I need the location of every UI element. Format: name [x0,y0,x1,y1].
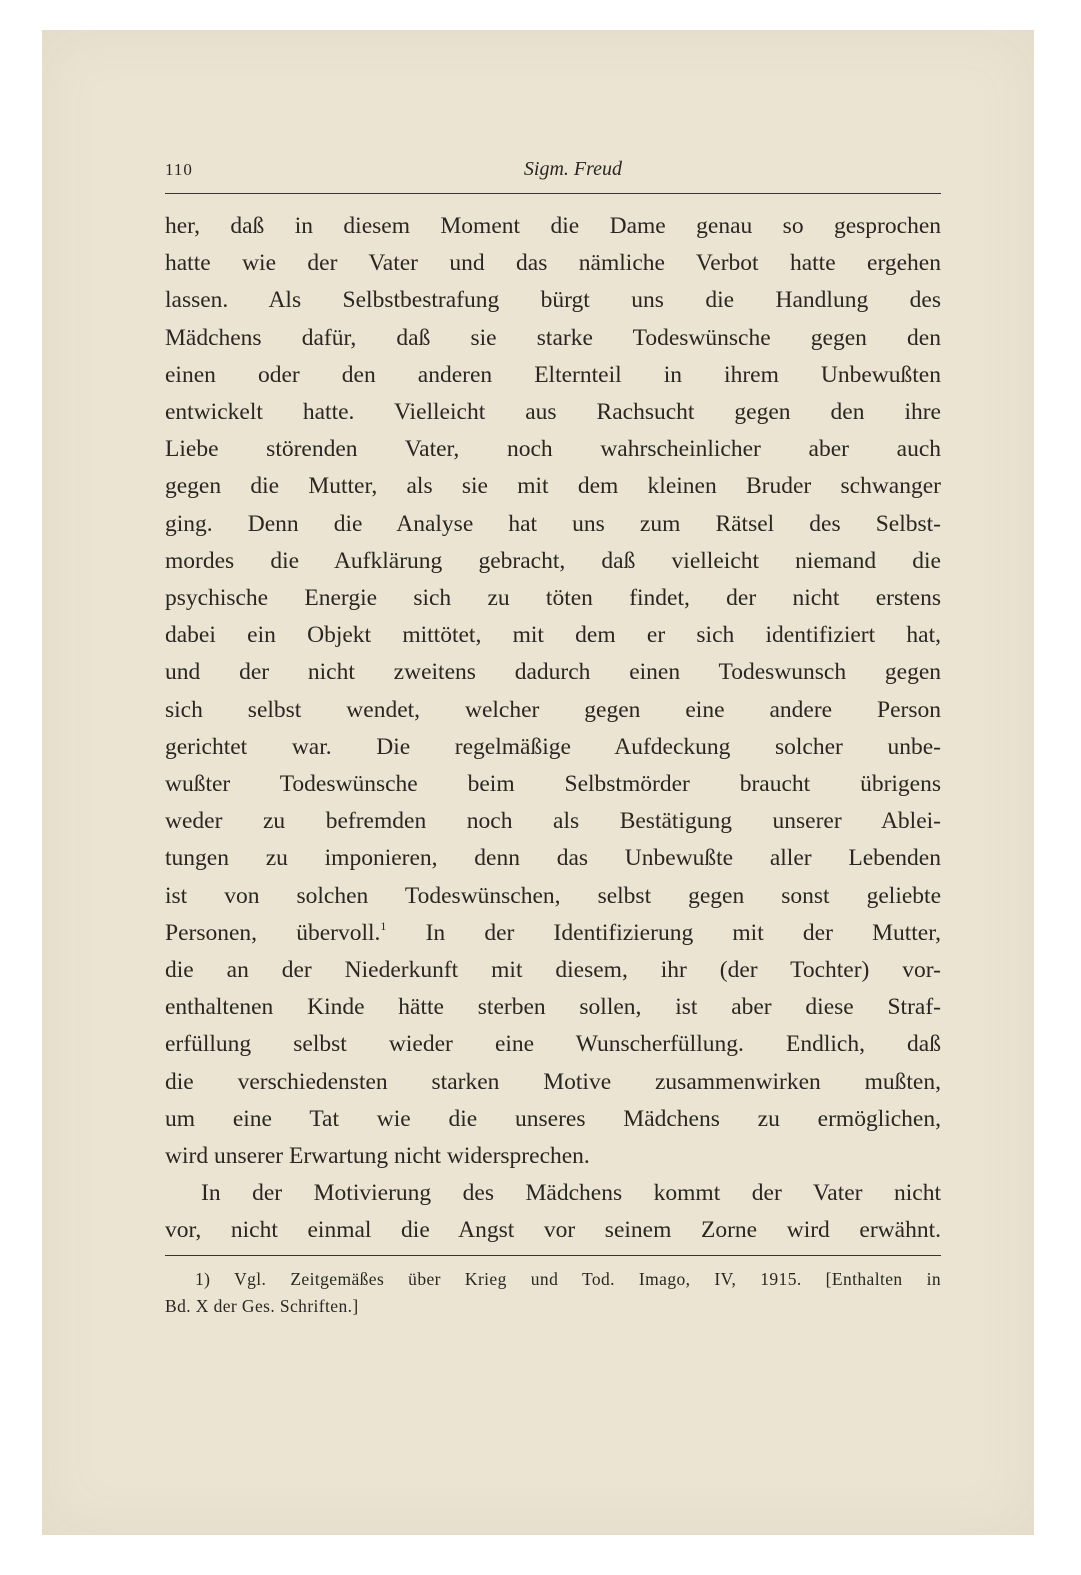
footnote-line: 1) Vgl. Zeitgemäßes über Krieg und Tod. Imago, IV, 1915. [Enthalten in [195,1269,941,1289]
text-line: einen oder den anderen Elternteil in ihrem Unbewußten [165,361,941,388]
text-line: her, daß in diesem Moment die Dame genau so gesprochen [165,213,941,239]
text-line: mordes die Aufklärung gebracht, daß vielleicht niemand die [165,547,941,574]
text-segment: In der Identifizierung mit der Mutter, [386,919,941,946]
text-line-with-note [165,915,941,952]
text-line: und der nicht zweitens dadurch einen Todeswunsch gegen [165,659,941,686]
text-line: enthaltenen Kinde hätte sterben sollen, ist aber diese Straf- [165,994,941,1021]
text-line: dabei ein Objekt mittötet, mit dem er sich identifiziert hat, [165,622,941,649]
text-line: In der Motivierung des Mädchens kommt der Vater nicht [201,1180,941,1207]
page-header [165,158,941,188]
footnotes [165,1266,941,1320]
text-line: die verschiedensten starken Motive zusammenwirken mußten, [165,1068,941,1095]
text-line: wußter Todeswünsche beim Selbstmörder braucht übrigens [165,771,941,798]
text-line: Mädchens dafür, daß sie starke Todeswünsche gegen den [165,324,941,351]
header-rule [165,193,941,194]
text-line: hatte wie der Vater und das nämliche Verbot hatte ergehen [165,250,941,277]
running-head: Sigm. Freud [523,158,623,180]
text-line: weder zu befremden noch als Bestätigung unserer Ablei- [165,808,941,835]
text-line: um eine Tat wie die unseres Mädchens zu ermöglichen, [165,1105,941,1132]
text-line: wird unserer Erwartung nicht widersprechen. [165,1143,590,1170]
footnote-reference: 1 [380,918,387,933]
page-number: 110 [165,160,193,179]
text-line: die an der Niederkunft mit diesem, ihr (der Tochter) vor- [165,957,941,984]
text-line: vor, nicht einmal die Angst vor seinem Zorne wird erwähnt. [165,1217,941,1244]
text-line: ging. Denn die Analyse hat uns zum Rätsel des Selbst- [165,510,941,537]
footnote-line: Bd. X der Ges. Schriften.] [165,1296,359,1316]
main-text [165,208,941,1250]
text-line: ist von solchen Todeswünschen, selbst gegen sonst geliebte [165,882,941,909]
text-line: gerichtet war. Die regelmäßige Aufdeckung solcher unbe- [165,733,941,760]
footnote-rule [165,1255,941,1256]
text-segment: Personen, übervoll. [165,919,381,946]
text-line: lassen. Als Selbstbestrafung bürgt uns die Handlung des [165,287,941,314]
text-line: tungen zu imponieren, denn das Unbewußte aller Lebenden [165,845,941,872]
text-line: erfüllung selbst wieder eine Wunscherfüllung. Endlich, daß [165,1031,941,1058]
text-line: Liebe störenden Vater, noch wahrscheinlicher aber auch [165,436,941,463]
text-line: sich selbst wendet, welcher gegen eine andere Person [165,696,941,723]
text-line: gegen die Mutter, als sie mit dem kleinen Bruder schwanger [165,473,941,500]
text-line: entwickelt hatte. Vielleicht aus Rachsucht gegen den ihre [165,399,941,426]
text-line: psychische Energie sich zu töten findet, der nicht erstens [165,585,941,612]
